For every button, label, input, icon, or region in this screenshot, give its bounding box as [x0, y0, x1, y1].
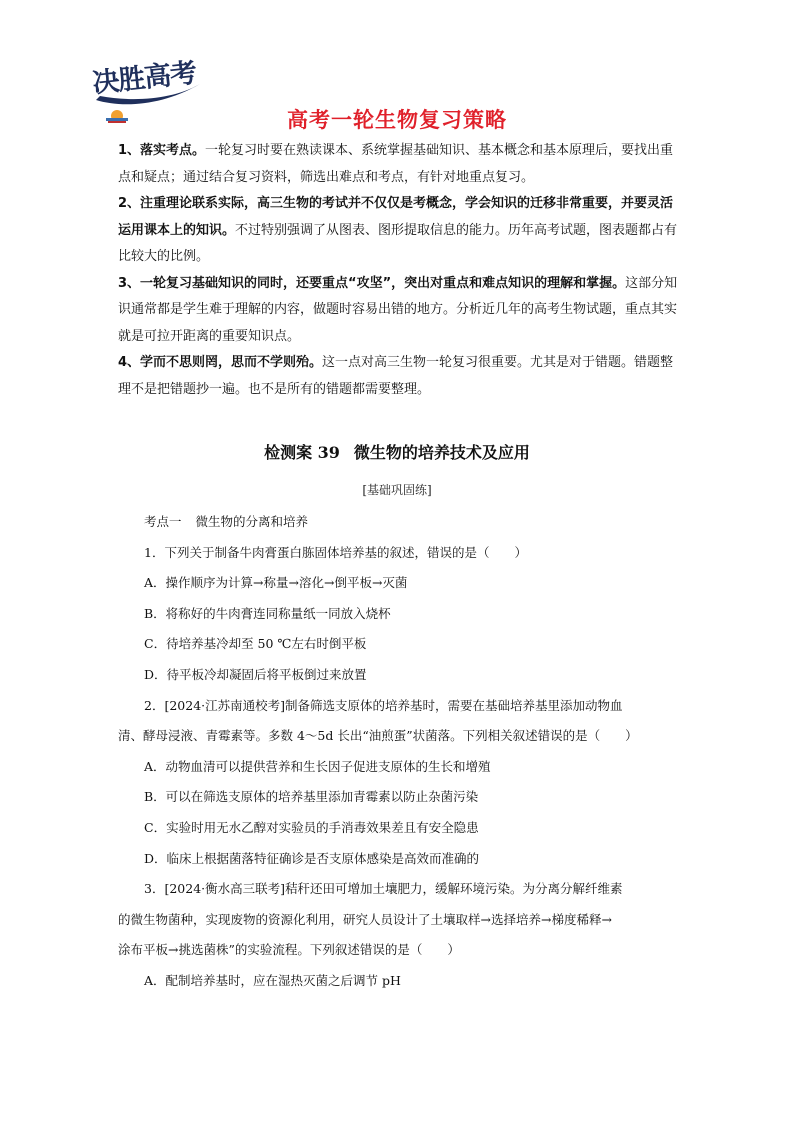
question-body	[118, 507, 690, 997]
section-title	[0, 440, 794, 463]
strategy-item-lead: 2、注重理论联系实际，高三生物的考试并不仅仅是考概念，学会知识的迁移非常重要，并要灵活运用课本上的知识。	[118, 196, 674, 238]
question-1-option-a: A．操作顺序为计算→称量→溶化→倒平板→灭菌	[144, 575, 408, 591]
strategy-item-2	[118, 191, 686, 271]
section-number: 检测案 39	[264, 443, 340, 462]
question-2-stem-line-2: 清、酵母浸液、青霉素等。多数 4～5d 长出“油煎蛋”状菌落。下列相关叙述错误的是（ ）	[118, 728, 638, 744]
question-1-stem: 1．下列关于制备牛肉膏蛋白胨固体培养基的叙述，错误的是（ ）	[144, 544, 527, 560]
strategy-item-lead: 3、一轮复习基础知识的同时，还要重点“攻坚”，突出对重点和难点知识的理解和掌握。	[118, 275, 626, 291]
strategy-item-lead: 4、学而不思则罔，思而不学则殆。	[118, 355, 323, 370]
question-3-stem-line-3: 涂布平板→挑选菌株”的实验流程。下列叙述错误的是（ ）	[118, 942, 460, 958]
strategy-item-lead: 1、落实考点。	[118, 143, 206, 158]
strategy-item-text: 这一点对高三生物一轮复习很重要。尤其是对于错题。错题整理不是把错题抄一遍。也不是所有的错题都需要整理。	[118, 355, 674, 397]
question-1-option-d: D．待平板冷却凝固后将平板倒过来放置	[144, 666, 367, 682]
question-2-option-b: B．可以在筛选支原体的培养基里添加青霉素以防止杂菌污染	[144, 789, 479, 805]
strategy-item-4	[118, 350, 686, 403]
kaodian-name: 微生物的分离和培养	[195, 514, 309, 529]
question-2-option-d: D．临床上根据菌落特征确诊是否支原体感染是高效而准确的	[144, 850, 480, 866]
strategy-item-3	[118, 271, 686, 351]
question-2-option-a: A．动物血清可以提供营养和生长因子促进支原体的生长和增殖	[144, 758, 491, 774]
strategy-item-text: 一轮复习时要在熟读课本、系统掌握基础知识、基本概念和基本原理后，要找出重点和疑点；通过结合复习资料，筛选出难点和考点，有针对地重点复习。	[118, 143, 674, 185]
section-subtitle: [基础巩固练]	[362, 483, 432, 497]
logo-text: 决胜高考	[90, 57, 198, 100]
strategy-item-text: 这部分知识通常都是学生难于理解的内容，做题时容易出错的地方。分析近几年的高考生物试题，重点其实就是可拉开距离的重要知识点。	[118, 275, 678, 344]
strategy-intro	[118, 138, 686, 403]
strategy-item-text: 不过特别强调了从图表、图形提取信息的能力。历年高考试题，图表题都占有比较大的比例。	[118, 222, 678, 264]
kaodian-label: 考点一	[144, 514, 182, 529]
question-3-option-a: A．配制培养基时，应在湿热灭菌之后调节 pH	[144, 972, 401, 988]
question-3-stem-line-1: 3．[2024·衡水高三联考]秸秆还田可增加土壤肥力，缓解环境污染。为分离分解纤维素	[144, 881, 623, 897]
question-1-option-b: B．将称好的牛肉膏连同称量纸一同放入烧杯	[144, 605, 391, 621]
question-2-option-c: C．实验时用无水乙醇对实验员的手消毒效果差且有安全隐患	[144, 819, 479, 835]
page-title: 高考一轮生物复习策略	[287, 108, 507, 132]
strategy-item-1	[118, 138, 686, 191]
question-1-option-c: C．待培养基冷却至 50 ℃左右时倒平板	[144, 636, 367, 652]
question-2-stem-line-1: 2．[2024·江苏南通校考]制备筛选支原体的培养基时，需要在基础培养基里添加动物血	[144, 697, 623, 713]
question-3-stem-line-2: 的微生物菌种，实现废物的资源化利用，研究人员设计了土壤取样→选择培养→梯度稀释→	[118, 911, 612, 927]
kaodian-heading	[118, 507, 690, 538]
section-name: 微生物的培养技术及应用	[353, 443, 530, 462]
